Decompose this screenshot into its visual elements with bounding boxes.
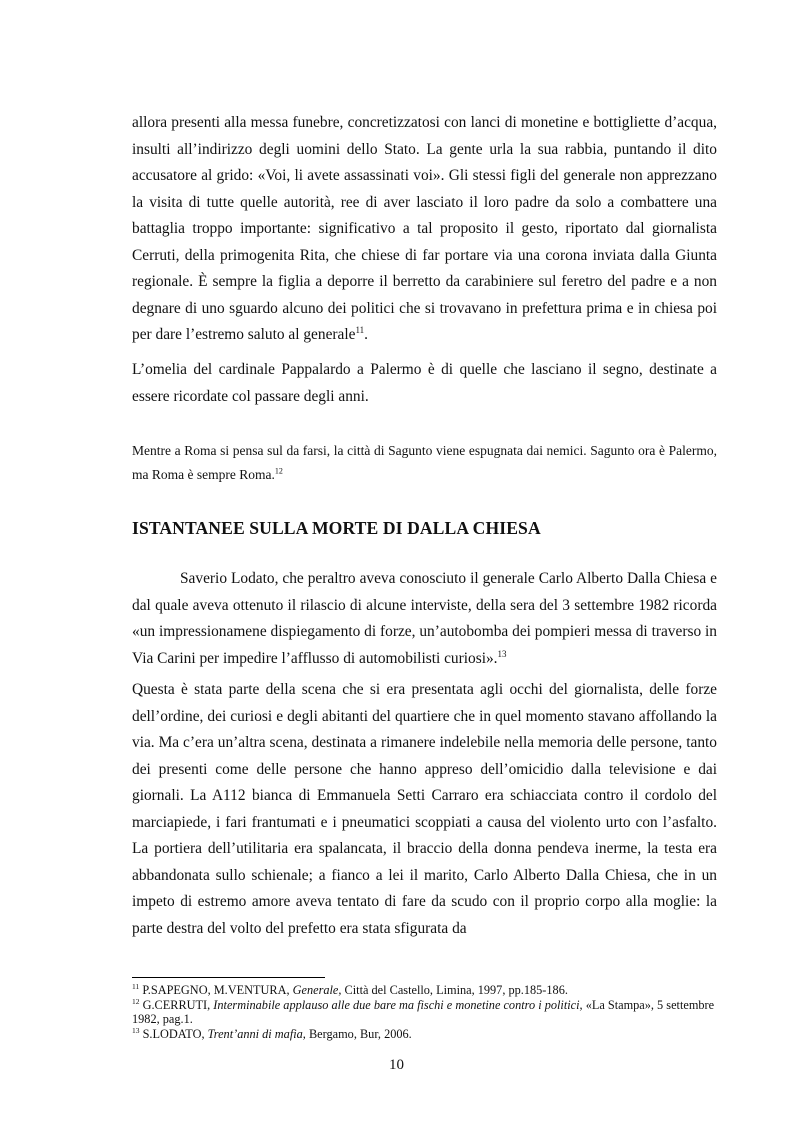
footnote-number: 11 [132, 981, 140, 991]
paragraph-text: Saverio Lodato, che peraltro aveva conosciuto il generale Carlo Alberto Dalla Chiesa e dal quale aveva ottenuto il rilascio di alcune interviste, della sera del 3 settembre 1982 ricorda «un impressionamene dispiegamento di forze, un’autobomba dei pompieri messa di traverso in Via Carini per impedire l’afflusso di automobilisti curiosi». [132, 570, 717, 667]
body-paragraph-2 [132, 357, 717, 410]
section-heading: ISTANTANEE SULLA MORTE DI DALLA CHIESA [132, 518, 541, 538]
footnote-11 [132, 983, 717, 998]
paragraph-text: Questa è stata parte della scena che si era presentata agli occhi del giornalista, delle forze dell’ordine, dei curiosi e degli abitanti del quartiere che in quel momento stavano affollando la via. Ma c’era un’altra scena, destinata a rimanere indelebile nella memoria delle persone, tanto dei presenti come delle persone che hanno appreso dell’omicidio dalla televisione e dai giornali. La A112 bianca di Emmanuela Setti Carraro era schiacciata contro il cordolo del marciapiede, i fari frantumati e i pneumatici scoppiati a causa del violento urto con l’asfalto. La portiera dell’utilitaria era spalancata, il braccio della donna pendeva inerme, la testa era abbandonata sullo schienale; a fianco a lei il marito, Carlo Alberto Dalla Chiesa, che in un impeto di estremo amore aveva tentato di fare da scudo con il proprio corpo alla moglie: la parte destra del volto del prefetto era stata sfigurata da [132, 681, 717, 937]
footnote-author: G.CERRUTI, [142, 997, 211, 1012]
footnote-author: S.LODATO, [142, 1026, 205, 1041]
footnote-rest: Città del Castello, Limina, 1997, pp.185-186. [344, 983, 568, 997]
footnote-number: 12 [132, 996, 140, 1006]
paragraph-text: L’omelia del cardinale Pappalardo a Palermo è di quelle che lasciano il segno, destinate a essere ricordate col passare degli anni. [132, 361, 717, 405]
footnote-title: Interminabile applauso alle due bare ma fischi e monetine contro i politici, [213, 997, 583, 1012]
footnote-rest: «La Stampa», 5 settembre 1982, pag.1. [132, 997, 715, 1026]
footnote-13 [132, 1027, 717, 1042]
footnote-title: Generale, [292, 983, 342, 997]
page-number: 10 [389, 1057, 404, 1073]
body-paragraph-1 [132, 110, 717, 349]
footnotes [132, 983, 717, 1041]
footnote-ref-11[interactable]: 11 [355, 324, 365, 335]
paragraph-text: allora presenti alla messa funebre, concretizzatosi con lanci di monetine e bottigliette d’acqua, insulti all’indirizzo degli uomini dello Stato. La gente urla la sua rabbia, puntando il dito accusatore al grido: «Voi, li avete assassinati voi». Gli stessi figli del generale non apprezzano la visita di tutte quelle autorità, ree di aver lasciato il loro padre da solo a combattere una battaglia troppo importante: significativo a tal proposito il gesto, riportato dal giornalista Cerruti, della primogenita Rita, che chiese di far portare via una corona inviata dalla Giunta regionale. È sempre la figlia a deporre il berretto da carabiniere sul feretro del padre e a non degnare di uno sguardo alcuno dei politici che si trovavano in prefettura prima e in chiesa poi per dare l’estremo saluto al generale [132, 114, 717, 343]
footnote-rest: Bergamo, Bur, 2006. [308, 1026, 412, 1041]
footnote-ref-13[interactable]: 13 [497, 648, 507, 659]
body-paragraph-3 [132, 566, 717, 672]
block-quote [132, 439, 717, 487]
footnote-12 [132, 998, 717, 1027]
paragraph-end: . [364, 326, 369, 343]
footnote-ref-12[interactable]: 12 [274, 466, 283, 476]
footnote-divider [132, 977, 325, 978]
footnote-number: 13 [132, 1025, 140, 1035]
quote-text: Mentre a Roma si pensa sul da farsi, la città di Sagunto viene espugnata dai nemici. Sagunto ora è Palermo, ma Roma è sempre Roma. [132, 443, 717, 482]
footnote-author: P.SAPEGNO, M.VENTURA, [142, 983, 290, 997]
body-paragraph-4 [132, 677, 717, 942]
footnote-title: Trent’anni di mafia, [207, 1026, 306, 1041]
